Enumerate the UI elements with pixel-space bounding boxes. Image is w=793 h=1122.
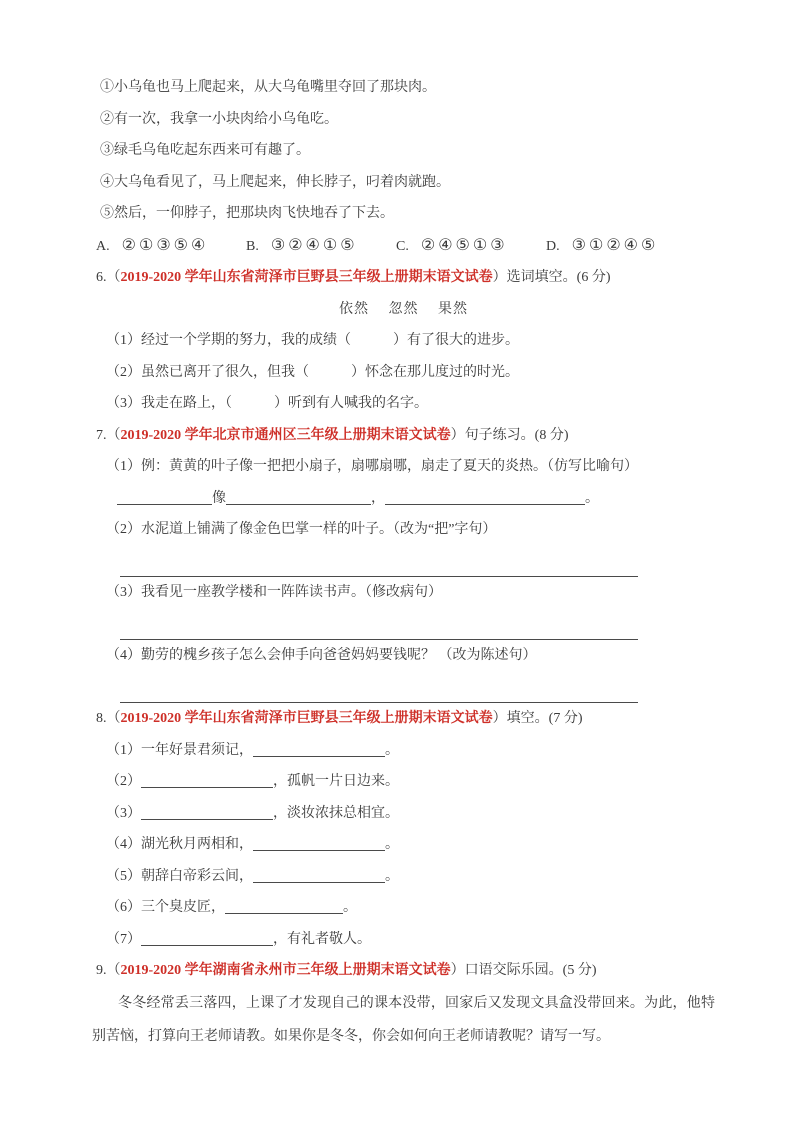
q8-item-6 xyxy=(106,892,715,924)
answer-blank xyxy=(141,802,273,820)
answer-line xyxy=(120,546,638,578)
q6-item-1: （1）经过一个学期的努力，我的成绩（ ）有了很大的进步。 xyxy=(106,333,519,348)
q9-heading xyxy=(96,955,715,987)
q8-item-2-post: ，孤帆一片日边来。 xyxy=(273,774,399,789)
q8-item-7-pre: （7） xyxy=(106,931,141,947)
q5-option-a-label: A. xyxy=(96,238,110,254)
q6-number: 6.（ xyxy=(96,270,121,285)
q8-source: 2019-2020 学年山东省菏泽市巨野县三年级上册期末语文试卷 xyxy=(120,711,493,726)
q8-item-7-post: ，有礼者敬人。 xyxy=(273,931,371,947)
q6-item-3: （3）我走在路上，（ ）听到有人喊我的名字。 xyxy=(106,396,428,411)
q7-title: ）句子练习。(8 分) xyxy=(450,427,569,443)
q5-option-b-label: B. xyxy=(246,238,259,254)
q7-item-3: （3）我看见一座教学楼和一阵阵读书声。（修改病句） xyxy=(106,585,442,600)
q5-option-c-value: ②④⑤①③ xyxy=(420,236,508,254)
answer-blank xyxy=(225,896,343,914)
q8-number: 8.（ xyxy=(96,711,121,726)
q7-fill-comma: ， xyxy=(371,490,385,506)
q5-option-b xyxy=(246,230,396,263)
q8-heading xyxy=(96,703,715,735)
q8-item-7 xyxy=(106,924,715,956)
answer-blank xyxy=(253,739,385,757)
answer-blank xyxy=(385,487,585,505)
q5-option-d-value: ③①②④⑤ xyxy=(571,236,659,254)
q5-option-c xyxy=(396,230,546,263)
answer-blank xyxy=(141,928,273,946)
answer-blank xyxy=(253,833,385,851)
q7-number: 7.（ xyxy=(96,427,121,443)
q5-options-row xyxy=(96,230,715,263)
answer-blank xyxy=(117,487,212,505)
q9-source: 2019-2020 学年湖南省永州市三年级上册期末语文试卷 xyxy=(120,963,451,978)
q8-item-5-pre: （5）朝辞白帝彩云间， xyxy=(106,868,253,884)
answer-blank xyxy=(226,487,371,505)
q7-item-1-answer-blanks xyxy=(117,483,715,515)
q7-item-1: （1）例：黄黄的叶子像一把把小扇子，扇哪扇哪，扇走了夏天的炎热。（仿写比喻句） xyxy=(106,459,638,474)
q7-item-4: （4）勤劳的槐乡孩子怎么会伸手向爸爸妈妈要钱呢？ （改为陈述句） xyxy=(106,648,537,663)
q5-sentence-1: ①小乌龟也马上爬起来，从大乌龟嘴里夺回了那块肉。 xyxy=(100,80,436,95)
q8-item-3-post: ，淡妆浓抹总相宜。 xyxy=(273,805,399,821)
q8-item-5 xyxy=(106,861,715,893)
q5-sentence-5: ⑤然后，一仰脖子，把那块肉飞快地吞了下去。 xyxy=(100,206,394,221)
q8-item-4-post: 。 xyxy=(385,837,399,852)
q9-prompt-paragraph: 冬冬经常丢三落四，上课了才发现自己的课本没带，回家后又发现文具盒没带回来。为此，他特别苦恼，打算向王老师请教。如果你是冬冬，你会如何向王老师请教呢？请写一写。 xyxy=(92,995,715,1044)
q5-option-d-label: D. xyxy=(546,238,560,254)
q8-item-2-pre: （2） xyxy=(106,774,141,789)
q8-item-5-post: 。 xyxy=(385,868,399,884)
answer-blank xyxy=(253,865,385,883)
q5-sentence-2: ②有一次，我拿一小块肉给小乌龟吃。 xyxy=(100,111,338,127)
q6-title: ）选词填空。(6 分) xyxy=(492,270,611,285)
q6-source: 2019-2020 学年山东省菏泽市巨野县三年级上册期末语文试卷 xyxy=(120,270,493,285)
q8-title: ）填空。(7 分) xyxy=(492,711,583,726)
q7-heading xyxy=(96,420,715,452)
answer-line xyxy=(120,609,638,641)
q5-option-a xyxy=(96,230,246,263)
q5-option-b-value: ③②④①⑤ xyxy=(270,236,358,254)
q5-option-d xyxy=(546,230,658,263)
q5-sentence-3: ③绿毛乌龟吃起东西来可有趣了。 xyxy=(100,143,310,158)
q8-item-1-pre: （1）一年好景君须记， xyxy=(106,742,253,758)
q7-fill-mid-text: 像 xyxy=(212,490,226,506)
q6-word-bank: 依然 忽然 果然 xyxy=(339,301,468,317)
q8-item-4-pre: （4）湖光秋月两相和， xyxy=(106,837,253,852)
q8-item-1-post: 。 xyxy=(385,742,399,758)
q7-fill-period: 。 xyxy=(585,490,599,506)
q8-item-3-pre: （3） xyxy=(106,805,141,821)
q5-option-a-value: ②①③⑤④ xyxy=(121,236,209,254)
q6-item-2: （2）虽然已离开了很久，但我（ ）怀念在那儿度过的时光。 xyxy=(106,364,519,380)
q8-item-3 xyxy=(106,798,715,830)
q7-item-2: （2）水泥道上铺满了像金色巴掌一样的叶子。（改为“把”字句） xyxy=(106,522,497,537)
answer-line xyxy=(120,672,638,704)
q8-item-4 xyxy=(106,829,715,861)
q7-source: 2019-2020 学年北京市通州区三年级上册期末语文试卷 xyxy=(120,427,451,443)
q5-option-c-label: C. xyxy=(396,238,409,254)
q8-item-2 xyxy=(106,766,715,798)
q8-item-6-post: 。 xyxy=(343,900,357,915)
q9-title: ）口语交际乐园。(5 分) xyxy=(450,963,597,978)
q6-heading xyxy=(96,262,715,294)
q8-item-6-pre: （6）三个臭皮匠， xyxy=(106,900,225,915)
answer-blank xyxy=(141,770,273,788)
q5-sentence-4: ④大乌龟看见了，马上爬起来，伸长脖子，叼着肉就跑。 xyxy=(100,174,450,190)
q8-item-1 xyxy=(106,735,715,767)
q9-number: 9.（ xyxy=(96,963,121,978)
